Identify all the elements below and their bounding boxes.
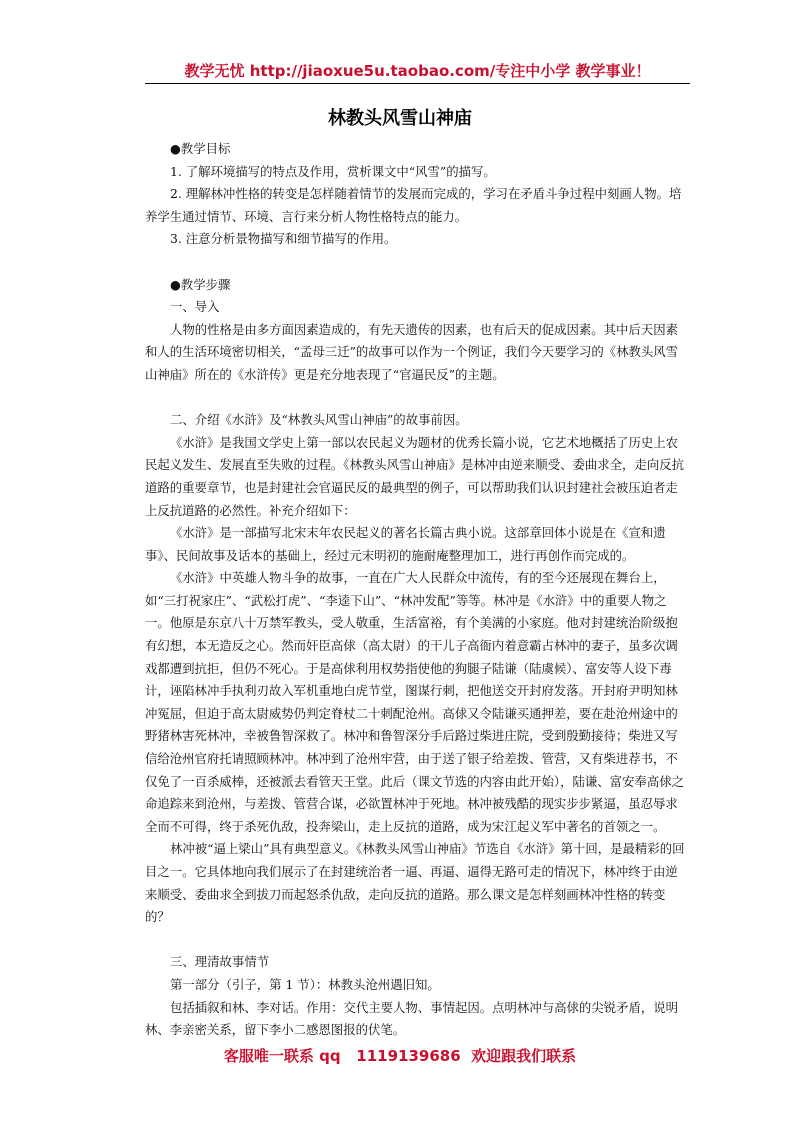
contact-footer: 客服唯一联系 qq 1119139686 欢迎跟我们联系 — [223, 1047, 577, 1065]
section-3-paragraph: 第一部分（引子，第 1 节）：林教头沧州遇旧知。 — [170, 976, 440, 992]
section-2-title: 二、介绍《水浒》及“林教头风雪山神庙”的故事前因。 — [170, 412, 468, 428]
site-header-banner: 教学无忧 http://jiaoxue5u.taobao.com/专注中小学 教学事业！ — [184, 62, 651, 80]
section-2-paragraph: 《水浒》是我国文学史上第一部以农民起义为题材的优秀长篇小说，它艺术地概括了历史上农民起义发生、发展直至失败的过程。《林教头风雪山神庙》是林冲由逆来顺受、委曲求全，走向反抗道路的重要章节，也是封建社会官逼民反的最典型的例子，可以帮助我们认识封建社会被压迫者走上反抗道路的必然性。补充介绍如下： — [145, 434, 684, 518]
section-3-paragraph: 包括插叙和林、李对话。作用：交代主要人物、事情起因。点明林冲与高俅的尖锐矛盾，说明林、李亲密关系，留下李小二感恩图报的伏笔。 — [145, 999, 679, 1038]
section-2-paragraph: 《水浒》中英雄人物斗争的故事，一直在广大人民群众中流传，有的至今还展现在舞台上，如“三打祝家庄”、“武松打虎”、“李逵下山”、“林冲发配”等等。林冲是《水浒》中的重要人物之一。他原是东京八十万禁军教头，受人敬重，生活富裕，有个美满的小家庭。他对封建统治阶级抱有幻想，本无造反之心。然而奸臣高俅（高太尉）的干儿子高衙内着意霸占林冲的妻子，虽多次调戏都遭到抗拒，但仍不死心。于是高俅利用权势指使他的狗腿子陆谦（陆虞候）、富安等人设下毒计，诬陷林冲手执利刃故入军机重地白虎节堂，图谋行刺，把他送交开封府发落。开封府尹明知林冲冤屈，但迫于高太尉威势仍判定脊杖二十刺配沧州。高俅又令陆谦买通押差，要在赴沧州途中的野猪林害死林冲，幸被鲁智深救了。林冲和鲁智深分手后路过柴进庄院，受到殷勤接待；柴进又写信给沧州官府托请照顾林冲。林冲到了沧州牢营，由于送了银子给差拨、管营，又有柴进荐书，不仅免了一百杀威棒，还被派去看管天王堂。此后（课文节选的内容由此开始），陆谦、富安奉高俅之命追踪来到沧州，与差拨、管营合谋，必欲置林冲于死地。林冲被残酷的现实步步紧逼，虽忍辱求全而不可得，终于杀死仇敌，投奔梁山，走上反抗的道路，成为宋江起义军中著名的首领之一。 — [145, 570, 684, 834]
section-2-paragraph: 《水浒》是一部描写北宋末年农民起义的著名长篇古典小说。这部章回体小说是在《宣和遗事》、民间故事及话本的基础上，经过元末明初的施耐庵整理加工，进行再创作而完成的。 — [145, 525, 666, 563]
spacer — [145, 929, 690, 952]
steps-heading: ●教学步骤 — [170, 276, 231, 292]
document-body — [145, 138, 690, 1042]
page-title: 林教头风雪山神庙 — [328, 108, 472, 129]
spacer — [145, 387, 690, 410]
section-2-paragraph: 林冲被“逼上梁山”具有典型意义。《林教头风雪山神庙》节选自《水浒》第十回，是最精彩的回目之一。它具体地向我们展示了在封建统治者一逼、再逼、逼得无路可走的情况下，林冲终于由逆来顺受、委曲求全到拔刀而起怒杀仇敌，走向反抗的道路。那么课文是怎样刻画林冲性格的转变的？ — [145, 841, 685, 925]
section-3-title: 三、理清故事情节 — [170, 954, 270, 970]
objective-item: 1. 了解环境描写的特点及作用，赏析课文中“风雪”的描写。 — [170, 163, 496, 179]
objectives-heading: ●教学目标 — [170, 141, 231, 156]
objective-item: 2. 理解林冲性格的转变是怎样随着情节的发展而完成的，学习在矛盾斗争过程中刻画人物。培养学生通过情节、环境、言行来分析人物性格特点的能力。 — [145, 186, 682, 224]
section-1-paragraph: 人物的性格是由多方面因素造成的，有先天遗传的因素，也有后天的促成因素。其中后天因素和人的生活环境密切相关，“孟母三迁”的故事可以作为一个例证，我们今天要学习的《林教头风雪山神庙》所在的《水浒传》更是充分地表现了“官逼民反”的主题。 — [145, 321, 679, 382]
section-1-title: 一、导入 — [170, 299, 220, 315]
header-divider — [145, 83, 690, 84]
objective-item: 3. 注意分析景物描写和细节描写的作用。 — [170, 231, 397, 247]
spacer — [145, 251, 690, 274]
